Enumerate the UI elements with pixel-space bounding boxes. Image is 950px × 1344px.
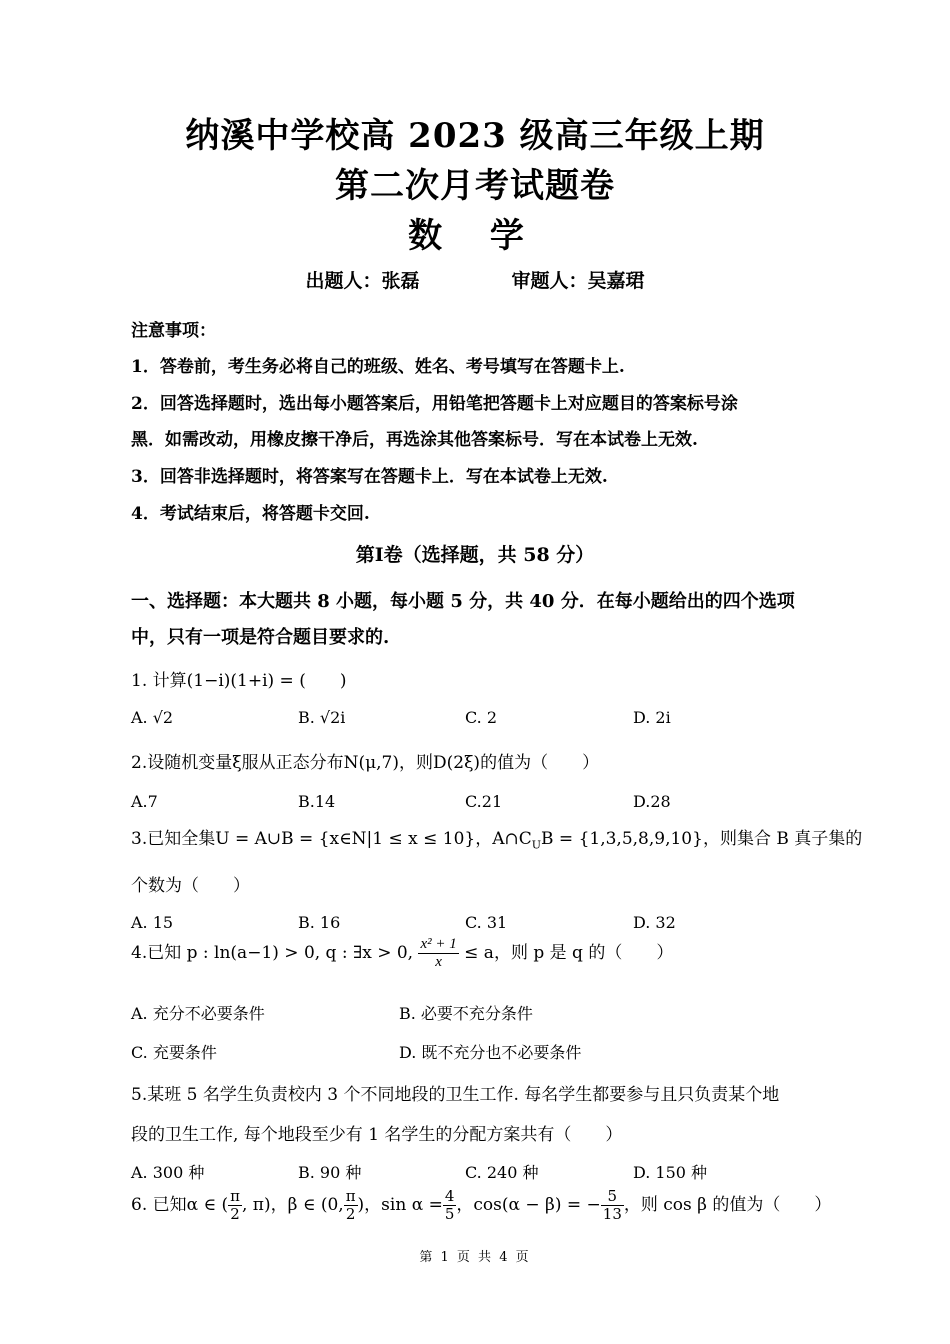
question-6-part3: )，sin α =	[357, 1195, 443, 1215]
question-2-stem: 2.设随机变量ξ服从正态分布N(μ,7)，则D(2ξ)的值为（ ）	[131, 753, 600, 773]
question-3-stem-line1	[131, 824, 863, 852]
exam-title-line2: 第二次月考试题卷	[335, 166, 615, 206]
question-3-stem-line2: 个数为（ ）	[131, 876, 250, 896]
note-item-2-cont: 黑．如需改动，用橡皮擦干净后，再选涂其他答案标号．写在本试卷上无效.	[131, 430, 698, 450]
question-1-option-a: A. √2	[131, 708, 174, 727]
question-4-fraction	[418, 936, 458, 971]
question-3-options	[131, 913, 831, 935]
question-4-frac-num: x² + 1	[420, 936, 457, 952]
setter: 出题人：张磊	[305, 270, 420, 292]
question-2-option-c: C.21	[465, 792, 503, 811]
part1-heading: 第Ⅰ卷（选择题，共 58 分）	[355, 544, 595, 566]
question-6-frac4-den: 13	[602, 1205, 622, 1223]
question-4-option-d: D. 既不充分也不必要条件	[399, 1043, 582, 1062]
exam-title-line1: 纳溪中学校高 2023 级高三年级上期	[185, 116, 765, 156]
question-3-option-b: B. 16	[298, 913, 341, 932]
question-6-frac1	[228, 1188, 242, 1223]
question-4-option-c: C. 充要条件	[131, 1043, 217, 1062]
question-4-options-row1	[131, 1001, 831, 1023]
question-2-option-d: D.28	[633, 792, 671, 811]
question-5-option-a: A. 300 种	[131, 1163, 205, 1182]
question-5-options	[131, 1160, 831, 1182]
question-6-part4: ，cos(α − β) = −	[456, 1195, 601, 1215]
note-item-3: 3．回答非选择题时，将答案写在答题卡上．写在本试卷上无效.	[131, 467, 608, 487]
question-1-option-c: C. 2	[465, 708, 498, 727]
question-3-option-a: A. 15	[131, 913, 174, 932]
question-3-stem-head: 3.已知全集U = A∪B = {x∈N|1 ≤ x ≤ 10}，A∩C	[131, 829, 532, 849]
question-3-subscript: U	[531, 838, 542, 852]
question-4-stem	[131, 936, 831, 971]
question-5-option-c: C. 240 种	[465, 1163, 539, 1182]
question-5-option-b: B. 90 种	[298, 1163, 362, 1182]
section1-instructions-2: 中，只有一项是符合题目要求的.	[131, 627, 390, 648]
question-3-option-d: D. 32	[633, 913, 676, 932]
question-5-option-d: D. 150 种	[633, 1163, 708, 1182]
question-3-option-c: C. 31	[465, 913, 508, 932]
question-6-frac3-den: 5	[444, 1205, 455, 1223]
question-4-stem-tail: ≤ a，则 p 是 q 的（ ）	[464, 943, 674, 963]
section1-instructions-1: 一、选择题：本大题共 8 小题，每小题 5 分，共 40 分．在每小题给出的四个选项	[131, 591, 795, 612]
question-6-frac2-den: 2	[345, 1205, 356, 1223]
question-1-option-d: D. 2i	[633, 708, 671, 727]
question-1-options	[131, 708, 831, 730]
question-6-part1: 6. 已知α ∈ (	[131, 1195, 229, 1215]
question-2-option-a: A.7	[131, 792, 158, 811]
question-6-part5: ，则 cos β 的值为（ ）	[623, 1195, 832, 1215]
question-6-frac3-num: 4	[444, 1187, 455, 1205]
note-item-1: 1．答卷前，考生务必将自己的班级、姓名、考号填写在答题卡上.	[131, 357, 625, 377]
question-4-option-a: A. 充分不必要条件	[131, 1004, 265, 1023]
note-item-4: 4．考试结束后，将答题卡交回.	[131, 504, 370, 524]
question-4-frac-den: x	[435, 954, 442, 970]
question-2-option-b: B.14	[298, 792, 336, 811]
reviewer: 审题人：吴嘉珺	[511, 270, 645, 292]
question-4-option-b: B. 必要不充分条件	[399, 1004, 533, 1023]
question-3-stem-tail: B = {1,3,5,8,9,10}，则集合 B 真子集的	[541, 829, 863, 849]
question-6-frac1-den: 2	[230, 1205, 240, 1223]
question-4-stem-head: 4.已知 p : ln(a−1) > 0, q : ∃x > 0,	[131, 943, 414, 963]
question-6-frac3	[443, 1188, 457, 1223]
question-6-stem	[131, 1188, 831, 1223]
question-6-frac1-num: π	[230, 1187, 240, 1205]
question-4-options-row2	[131, 1040, 831, 1062]
question-5-stem-line2: 段的卫生工作, 每个地段至少有 1 名学生的分配方案共有（ ）	[131, 1125, 623, 1145]
question-6-frac4-num: 5	[601, 1188, 624, 1206]
authors-line	[0, 266, 950, 293]
question-5-stem-line1: 5.某班 5 名学生负责校内 3 个不同地段的卫生工作. 每名学生都要参与且只负责某个地	[131, 1085, 780, 1105]
notes-heading: 注意事项：	[131, 321, 216, 341]
question-2-options	[131, 792, 831, 814]
question-6-part2: , π)，β ∈ (0,	[242, 1195, 344, 1215]
note-item-2: 2．回答选择题时，选出每小题答案后，用铅笔把答题卡上对应题目的答案标号涂	[131, 394, 738, 414]
question-6-frac2-num: π	[345, 1187, 356, 1205]
page-footer: 第 1 页 共 4 页	[419, 1250, 531, 1265]
question-6-frac2	[344, 1188, 358, 1223]
question-6-frac4	[601, 1188, 624, 1223]
exam-subject: 数 学	[408, 216, 542, 256]
question-1-option-b: B. √2i	[298, 708, 346, 727]
question-1-stem: 1. 计算(1−i)(1+i) = ( )	[131, 671, 347, 691]
